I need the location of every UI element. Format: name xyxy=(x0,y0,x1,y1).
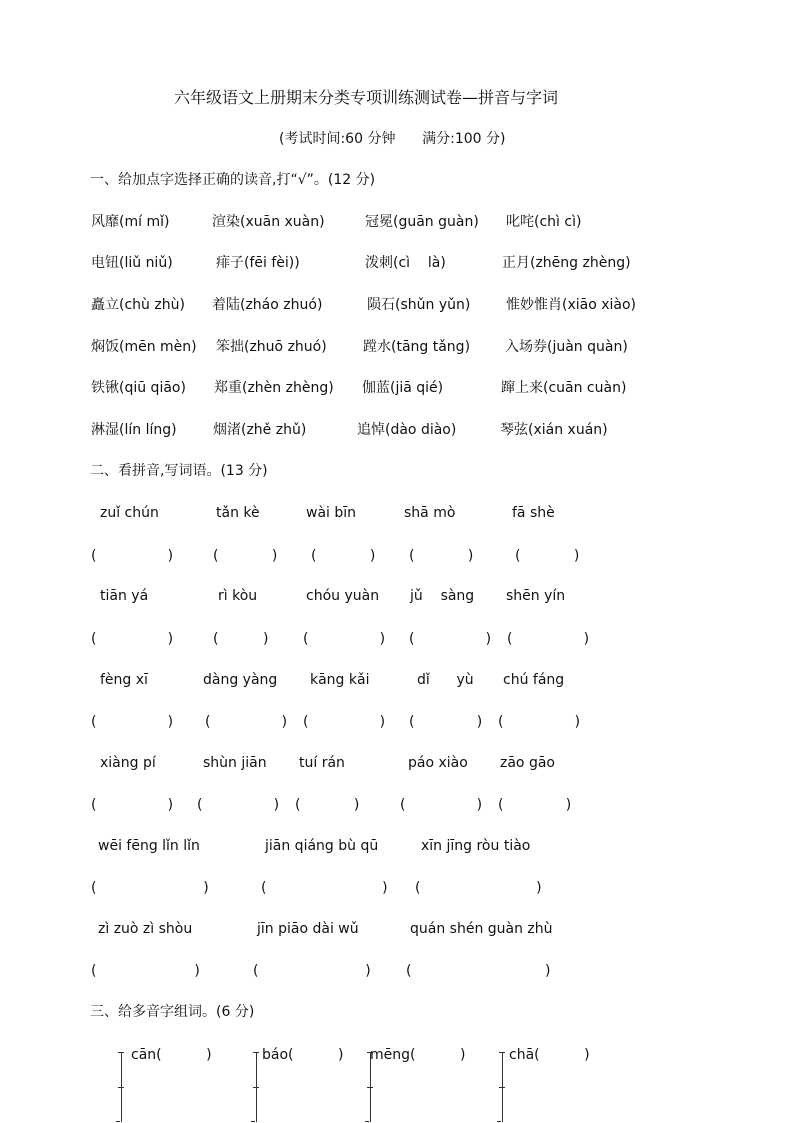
pinyin-prompt: chú fáng xyxy=(503,672,565,688)
reading-choice: 叱咤(chì cì) xyxy=(506,214,582,230)
pinyin-prompt: jīn piāo dài wǔ xyxy=(257,921,359,937)
answer-blank[interactable]: ( ) xyxy=(415,880,542,896)
section1-heading: 一、给加点字选择正确的读音,打“√”。(12 分) xyxy=(90,172,376,188)
reading-choice: 琴弦(xián xuán) xyxy=(500,422,608,438)
answer-blank[interactable]: ( ) xyxy=(498,797,572,813)
answer-blank[interactable]: ( ) xyxy=(303,631,386,647)
pinyin-prompt: tiān yá xyxy=(100,588,149,604)
reading-choice: 铁锹(qiū qiāo) xyxy=(91,380,186,396)
pinyin-prompt: shēn yín xyxy=(506,588,566,604)
pinyin-prompt: dàng yàng xyxy=(203,672,278,688)
answer-blank[interactable]: ( ) xyxy=(91,963,200,979)
reading-choice: 正月(zhēng zhèng) xyxy=(502,255,631,271)
pinyin-prompt: shùn jiān xyxy=(203,755,267,771)
pinyin-prompt: tuí rán xyxy=(299,755,345,771)
polyphone-item[interactable]: mēng( ) xyxy=(370,1047,466,1063)
pinyin-prompt: xiàng pí xyxy=(100,755,156,771)
reading-choice: 焖饭(mēn mèn) xyxy=(91,339,197,355)
reading-choice: 淋湿(lín líng) xyxy=(91,422,177,438)
answer-blank[interactable]: ( ) xyxy=(311,548,376,564)
pinyin-prompt: páo xiào xyxy=(408,755,468,771)
reading-choice: 入场券(juàn quàn) xyxy=(505,339,628,355)
answer-blank[interactable]: ( ) xyxy=(205,714,288,730)
answer-blank[interactable]: ( ) xyxy=(515,548,580,564)
pinyin-prompt: fèng xī xyxy=(100,672,148,688)
reading-choice: 电钮(liǔ niǔ) xyxy=(91,255,173,271)
reading-choice: 蹿上来(cuān cuàn) xyxy=(501,380,627,396)
answer-blank[interactable]: ( ) xyxy=(303,714,386,730)
reading-choice: 烟渚(zhě zhǔ) xyxy=(213,422,307,438)
reading-choice: 冠冕(guān guàn) xyxy=(365,214,479,230)
pinyin-prompt: tǎn kè xyxy=(216,505,260,521)
reading-choice: 追悼(dào diào) xyxy=(357,422,457,438)
answer-blank[interactable]: ( ) xyxy=(91,548,174,564)
reading-choice: 痱子(fēi fèi)) xyxy=(216,255,300,271)
reading-choice: 风靡(mí mǐ) xyxy=(91,214,170,230)
answer-blank[interactable]: ( ) xyxy=(498,714,581,730)
reading-choice: 伽蓝(jiā qié) xyxy=(362,380,444,396)
reading-choice: 蹚水(tāng tǎng) xyxy=(363,339,471,355)
polyphone-item[interactable]: cān( ) xyxy=(131,1047,212,1063)
pinyin-prompt: zì zuò zì shòu xyxy=(98,921,193,937)
reading-choice: 惟妙惟肖(xiāo xiào) xyxy=(506,297,637,313)
polyphone-item[interactable]: chā( ) xyxy=(509,1047,590,1063)
pinyin-prompt: kāng kǎi xyxy=(310,672,370,688)
answer-blank[interactable]: ( ) xyxy=(261,880,388,896)
answer-blank[interactable]: ( ) xyxy=(91,797,174,813)
reading-choice: 矗立(chù zhù) xyxy=(91,297,185,313)
answer-blank[interactable]: ( ) xyxy=(400,797,483,813)
section2-heading: 二、看拼音,写词语。(13 分) xyxy=(90,463,268,479)
reading-choice: 渲染(xuān xuàn) xyxy=(212,214,325,230)
answer-blank[interactable]: ( ) xyxy=(409,714,483,730)
answer-blank[interactable]: ( ) xyxy=(213,548,278,564)
pinyin-prompt: jǔ sàng xyxy=(410,588,475,604)
answer-blank[interactable]: ( ) xyxy=(406,963,551,979)
pinyin-prompt: dǐ yù xyxy=(417,672,474,688)
reading-choice: 笨拙(zhuō zhuó) xyxy=(216,339,327,355)
pinyin-prompt: zuǐ chún xyxy=(100,505,159,521)
answer-blank[interactable]: ( ) xyxy=(91,631,174,647)
pinyin-prompt: chóu yuàn xyxy=(306,588,380,604)
polyphone-item[interactable]: báo( ) xyxy=(262,1047,344,1063)
answer-blank[interactable]: ( ) xyxy=(91,880,209,896)
answer-blank[interactable]: ( ) xyxy=(253,963,371,979)
pinyin-prompt: quán shén guàn zhù xyxy=(410,921,553,937)
answer-blank[interactable]: ( ) xyxy=(507,631,590,647)
pinyin-prompt: zāo gāo xyxy=(500,755,555,771)
section3-heading: 三、给多音字组词。(6 分) xyxy=(90,1004,255,1020)
pinyin-prompt: rì kòu xyxy=(218,588,258,604)
answer-blank[interactable]: ( ) xyxy=(213,631,269,647)
answer-blank[interactable]: ( ) xyxy=(409,548,474,564)
reading-choice: 郑重(zhèn zhèng) xyxy=(214,380,334,396)
page-title: 六年级语文上册期末分类专项训练测试卷—拼音与字词 xyxy=(174,88,559,107)
pinyin-prompt: fā shè xyxy=(512,505,555,521)
pinyin-prompt: jiān qiáng bù qū xyxy=(265,838,379,854)
reading-choice: 着陆(zháo zhuó) xyxy=(212,297,323,313)
exam-info: (考试时间:60 分钟 满分:100 分) xyxy=(279,131,506,147)
reading-choice: 陨石(shǔn yǔn) xyxy=(367,297,471,313)
pinyin-prompt: shā mò xyxy=(404,505,456,521)
answer-blank[interactable]: ( ) xyxy=(295,797,360,813)
polyphone-brace xyxy=(121,1052,130,1122)
answer-blank[interactable]: ( ) xyxy=(197,797,280,813)
pinyin-prompt: wēi fēng lǐn lǐn xyxy=(98,838,200,854)
pinyin-prompt: wài bīn xyxy=(306,505,357,521)
reading-choice: 泼刺(cì là) xyxy=(365,255,446,271)
pinyin-prompt: xīn jīng ròu tiào xyxy=(421,838,531,854)
answer-blank[interactable]: ( ) xyxy=(91,714,174,730)
answer-blank[interactable]: ( ) xyxy=(409,631,492,647)
